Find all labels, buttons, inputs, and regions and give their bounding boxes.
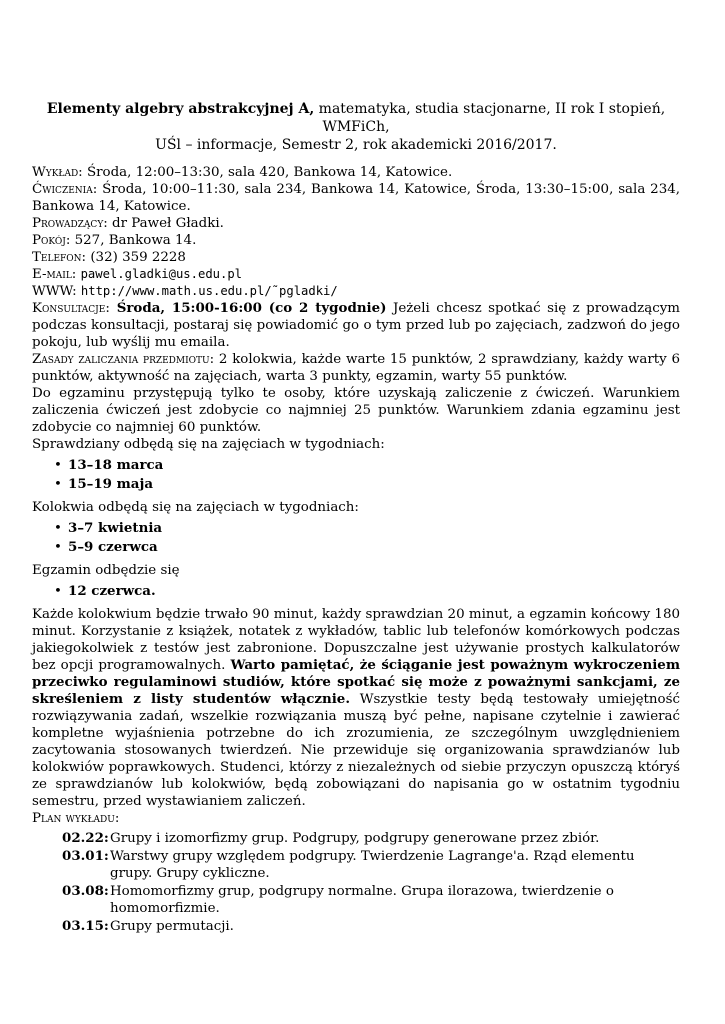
- tests-intro: Sprawdziany odbędą się na zajęciach w tygodniach:: [32, 437, 385, 452]
- room-line: [32, 232, 680, 249]
- phone-label: Telefon:: [32, 250, 87, 265]
- list-item: • 12 czerwca.: [54, 583, 680, 600]
- list-item: • 15–19 maja: [54, 476, 680, 493]
- plan-topic: Homomorfizmy grup, podgrupy normalne. Grupa ilorazowa, twierdzenie o homomorfizmie.: [110, 884, 614, 916]
- exercises-value: Środa, 10:00–11:30, sala 234, Bankowa 14, Katowice, Środa, 13:30–15:00, sala 234, Bankowa 14, Katowice.: [32, 182, 680, 214]
- www-label: WWW:: [32, 284, 77, 299]
- plan-date: 03.15:: [62, 918, 109, 934]
- course-details: matematyka, studia stacjonarne, II rok I stopień, WMFiCh,: [314, 101, 666, 135]
- consultations-line: [32, 300, 680, 351]
- colloquia-list: [32, 520, 680, 556]
- plan-topic: Grupy i izomorfizmy grup. Podgrupy, podgrupy generowane przez zbiór.: [110, 831, 600, 846]
- room-value: 527, Bankowa 14.: [70, 233, 197, 248]
- exam-intro: Egzamin odbędzie się: [32, 563, 180, 578]
- course-title: Elementy algebry abstrakcyjnej A,: [46, 101, 315, 117]
- exam-list: [32, 583, 680, 600]
- list-item: • 5–9 czerwca: [54, 539, 680, 556]
- colloquia-intro: Kolokwia odbędą się na zajęciach w tygodniach:: [32, 500, 359, 515]
- www-link[interactable]: http://www.math.us.edu.pl/˜pgladki/: [80, 284, 338, 298]
- www-line: [32, 283, 680, 300]
- rules-text-1: Każde kolokwium będzie trwało 90 minut, każdy sprawdzian 20 minut, a egzamin końcowy 180 minut. Korzystanie z książek, notatek z wykładów, tablic lub telefonów komórkowych podczas jakiegokolwiek z testów jest zabronione. Dopuszczalne jest używanie prostych kalkulatorów bez opcji programowalnych.: [32, 607, 680, 673]
- lecture-plan-list: [62, 830, 680, 935]
- lecturer-line: [32, 215, 680, 232]
- plan-item: [62, 918, 680, 935]
- room-label: Pokój:: [32, 233, 71, 248]
- cheating-warning: Warto pamiętać, że ściąganie jest poważnym wykroczeniem przeciwko regulaminowi studiów, które spotkać się może z poważnymi sankcjami, ze skreśleniem z listy studentów włącznie.: [32, 657, 680, 707]
- lecture-value: Środa, 12:00–13:30, sala 420, Bankowa 14, Katowice.: [82, 165, 453, 180]
- grading-rules-label: Zasady zaliczania przedmiotu:: [32, 352, 215, 367]
- rules-text-2: Wszystkie testy będą testowały umiejętność rozwiązywania zadań, wszelkie rozwiązania muszą być pełne, napisane czytelnie i zawierać kompletne wyjaśnienia potrzebne do ich zrozumienia, ze szczególnym uwzględnieniem zacytowania stosowanych twierdzeń. Nie przewiduje się organizowania sprawdzianów lub kolokwiów poprawkowych. Studenci, którzy z niezależnych od siebie przyczyn opuszczą któryś ze sprawdzianów lub kolokwiów, będą zobowiązani do napisania go w ostatnim tygodniu semestru, przed wystawianiem zaliczeń.: [32, 692, 680, 809]
- plan-date: 03.08:: [62, 883, 109, 899]
- grading-rules-value: 2 kolokwia, każde warte 15 punktów, 2 sprawdziany, każdy warty 6 punktów, aktywność na zajęciach, warta 3 punkty, egzamin, warty 55 punktów.: [32, 352, 680, 384]
- list-item: • 3–7 kwietnia: [54, 520, 680, 537]
- phone-value: (32) 359 2228: [86, 250, 186, 265]
- grading-rules-line: [32, 351, 680, 385]
- exercises-line: [32, 181, 680, 215]
- plan-topic: Grupy permutacji.: [110, 919, 234, 934]
- document-page: [32, 100, 680, 936]
- exam-access-paragraph: Do egzaminu przystępują tylko te osoby, które uzyskają zaliczenie z ćwiczeń. Warunkiem zaliczenia ćwiczeń jest zdobycie co najmniej 25 punktów. Warunkiem zdania egzaminu jest zdobycie co najmniej 60 punktów.: [32, 386, 680, 435]
- lecturer-value: dr Paweł Gładki.: [107, 216, 224, 231]
- plan-date: 02.22:: [62, 830, 109, 846]
- consultations-time: Środa, 15:00-16:00 (co 2 tygodnie): [109, 300, 387, 316]
- plan-item: [62, 848, 680, 882]
- consultations-text: Jeżeli chcesz spotkać się z prowadzącym podczas konsultacji, postaraj się powiadomić go o tym przed lub po zajęciach, zadzwoń do jego pokoju, lub wyślij mu emaila.: [32, 301, 680, 350]
- exercises-label: Ćwiczenia:: [32, 182, 98, 197]
- phone-line: [32, 249, 680, 266]
- plan-date: 03.01:: [62, 848, 109, 864]
- lecture-label: Wykład:: [32, 165, 83, 180]
- plan-item: [62, 883, 680, 917]
- lecturer-label: Prowadzący:: [32, 216, 108, 231]
- rules-paragraph: [32, 606, 680, 810]
- lecture-line: [32, 164, 680, 181]
- email-label: E-mail:: [32, 267, 77, 282]
- course-semester: UŚl – informacje, Semestr 2, rok akademicki 2016/2017.: [155, 137, 557, 153]
- course-header: [32, 100, 680, 154]
- list-item: • 13–18 marca: [54, 457, 680, 474]
- consultations-label: Konsultacje:: [32, 301, 110, 316]
- plan-item: [62, 830, 680, 847]
- email-line: [32, 266, 680, 283]
- lecture-plan-label: Plan wykładu:: [32, 811, 120, 826]
- email-link[interactable]: pawel.gladki@us.edu.pl: [80, 267, 243, 281]
- tests-list: [32, 457, 680, 493]
- plan-topic: Warstwy grupy względem podgrupy. Twierdzenie Lagrange'a. Rząd elementu grupy. Grupy cykliczne.: [110, 849, 635, 881]
